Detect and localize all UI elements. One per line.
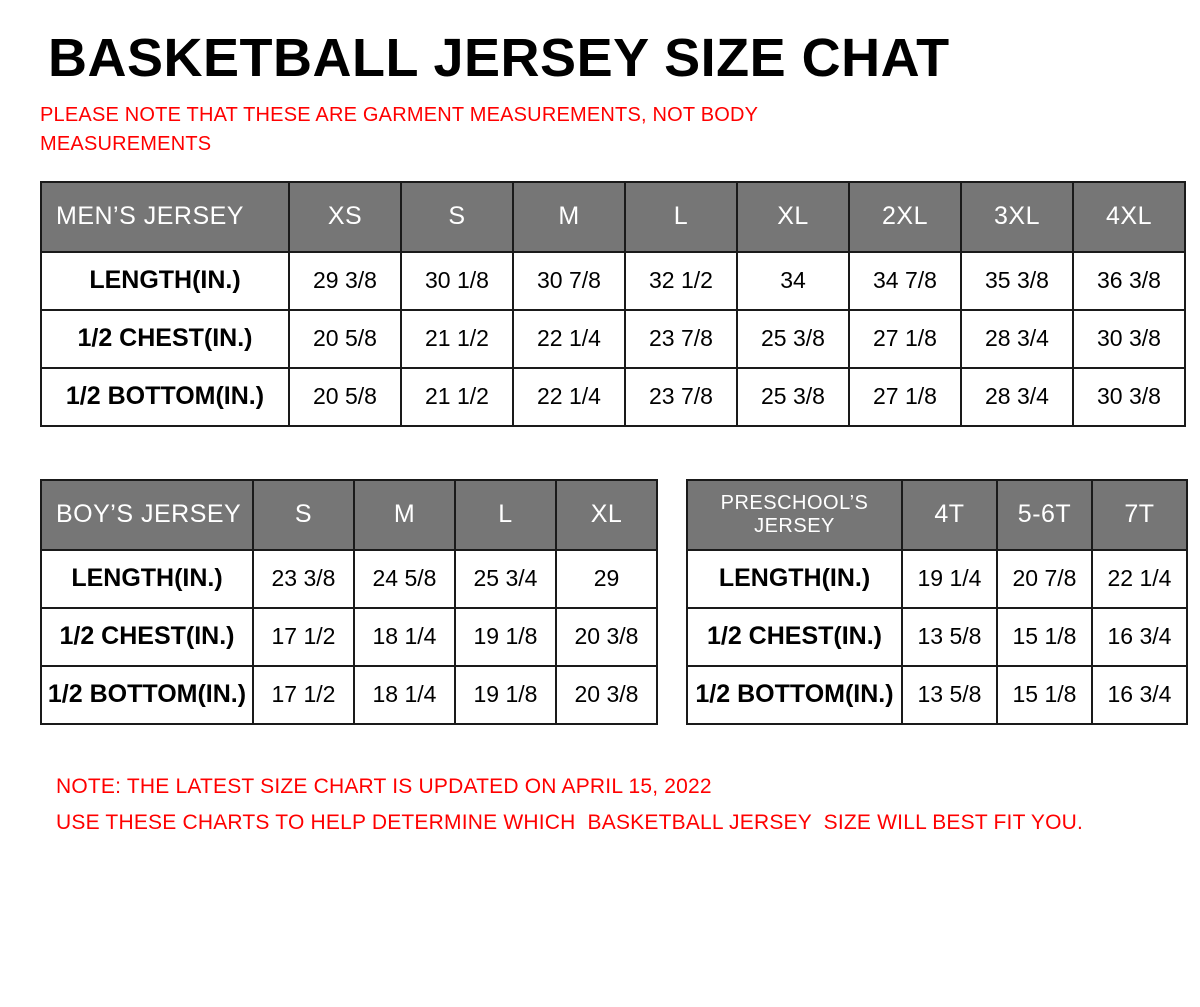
cell-value: 22 1/4 bbox=[1092, 550, 1187, 608]
cell-value: 20 3/8 bbox=[556, 608, 657, 666]
table-row bbox=[687, 608, 1187, 666]
cell-value: 16 3/4 bbox=[1092, 608, 1187, 666]
cell-value: 21 1/2 bbox=[401, 368, 513, 426]
cell-value: 15 1/8 bbox=[997, 608, 1092, 666]
garment-measurement-note: PLEASE NOTE THAT THESE ARE GARMENT MEASUREMENTS, NOT BODY MEASUREMENTS bbox=[40, 103, 758, 155]
column-header: M bbox=[513, 182, 625, 252]
footer-notes bbox=[56, 769, 1174, 843]
row-label: LENGTH(IN.) bbox=[41, 550, 253, 608]
cell-value: 15 1/8 bbox=[997, 666, 1092, 724]
column-header: PRESCHOOL’S JERSEY bbox=[687, 480, 902, 550]
table-row bbox=[41, 666, 657, 724]
table-row bbox=[687, 666, 1187, 724]
cell-value: 32 1/2 bbox=[625, 252, 737, 310]
cell-value: 18 1/4 bbox=[354, 666, 455, 724]
row-label: 1/2 CHEST(IN.) bbox=[41, 310, 289, 368]
cell-value: 25 3/8 bbox=[737, 368, 849, 426]
cell-value: 25 3/8 bbox=[737, 310, 849, 368]
column-header: 5-6T bbox=[997, 480, 1092, 550]
row-label: 1/2 BOTTOM(IN.) bbox=[41, 368, 289, 426]
table-row bbox=[41, 368, 1185, 426]
cell-value: 29 3/8 bbox=[289, 252, 401, 310]
table-row bbox=[41, 608, 657, 666]
table-header-row bbox=[687, 480, 1187, 550]
column-header: 4T bbox=[902, 480, 997, 550]
footer-note-update: NOTE: THE LATEST SIZE CHART IS UPDATED ON APRIL 15, 2022 bbox=[56, 774, 712, 798]
column-header: L bbox=[455, 480, 556, 550]
column-header: L bbox=[625, 182, 737, 252]
cell-value: 30 3/8 bbox=[1073, 310, 1185, 368]
lower-tables-row bbox=[40, 479, 1174, 725]
column-header: XL bbox=[556, 480, 657, 550]
cell-value: 20 5/8 bbox=[289, 368, 401, 426]
page-title: BASKETBALL JERSEY SIZE CHAT bbox=[48, 28, 950, 88]
column-header: S bbox=[253, 480, 354, 550]
cell-value: 17 1/2 bbox=[253, 666, 354, 724]
table-row bbox=[41, 550, 657, 608]
column-header: MEN’S JERSEY bbox=[41, 182, 289, 252]
cell-value: 35 3/8 bbox=[961, 252, 1073, 310]
cell-value: 29 bbox=[556, 550, 657, 608]
row-label: LENGTH(IN.) bbox=[687, 550, 902, 608]
cell-value: 25 3/4 bbox=[455, 550, 556, 608]
cell-value: 30 7/8 bbox=[513, 252, 625, 310]
cell-value: 22 1/4 bbox=[513, 310, 625, 368]
table-row bbox=[687, 550, 1187, 608]
footer-note-usage: USE THESE CHARTS TO HELP DETERMINE WHICH BASKETBALL JERSEY SIZE WILL BEST FIT YOU. bbox=[56, 811, 1084, 835]
column-header: XS bbox=[289, 182, 401, 252]
row-label: 1/2 CHEST(IN.) bbox=[41, 608, 253, 666]
column-header: 3XL bbox=[961, 182, 1073, 252]
cell-value: 23 3/8 bbox=[253, 550, 354, 608]
column-header: 4XL bbox=[1073, 182, 1185, 252]
cell-value: 19 1/8 bbox=[455, 608, 556, 666]
table-header-row bbox=[41, 182, 1185, 252]
column-header: S bbox=[401, 182, 513, 252]
cell-value: 23 7/8 bbox=[625, 310, 737, 368]
cell-value: 27 1/8 bbox=[849, 368, 961, 426]
cell-value: 20 5/8 bbox=[289, 310, 401, 368]
cell-value: 19 1/8 bbox=[455, 666, 556, 724]
cell-value: 18 1/4 bbox=[354, 608, 455, 666]
cell-value: 17 1/2 bbox=[253, 608, 354, 666]
cell-value: 30 1/8 bbox=[401, 252, 513, 310]
column-header: 7T bbox=[1092, 480, 1187, 550]
mens-jersey-size-table bbox=[40, 181, 1186, 427]
cell-value: 34 7/8 bbox=[849, 252, 961, 310]
cell-value: 30 3/8 bbox=[1073, 368, 1185, 426]
cell-value: 20 3/8 bbox=[556, 666, 657, 724]
table-row bbox=[41, 310, 1185, 368]
cell-value: 36 3/8 bbox=[1073, 252, 1185, 310]
table-header-row bbox=[41, 480, 657, 550]
cell-value: 34 bbox=[737, 252, 849, 310]
preschool-jersey-size-table bbox=[686, 479, 1188, 725]
cell-value: 22 1/4 bbox=[513, 368, 625, 426]
cell-value: 27 1/8 bbox=[849, 310, 961, 368]
row-label: LENGTH(IN.) bbox=[41, 252, 289, 310]
column-header: XL bbox=[737, 182, 849, 252]
table-row bbox=[41, 252, 1185, 310]
cell-value: 13 5/8 bbox=[902, 608, 997, 666]
column-header: M bbox=[354, 480, 455, 550]
cell-value: 21 1/2 bbox=[401, 310, 513, 368]
cell-value: 20 7/8 bbox=[997, 550, 1092, 608]
cell-value: 28 3/4 bbox=[961, 310, 1073, 368]
row-label: 1/2 BOTTOM(IN.) bbox=[41, 666, 253, 724]
cell-value: 28 3/4 bbox=[961, 368, 1073, 426]
column-header: BOY’S JERSEY bbox=[41, 480, 253, 550]
boys-jersey-size-table bbox=[40, 479, 658, 725]
cell-value: 19 1/4 bbox=[902, 550, 997, 608]
column-header: 2XL bbox=[849, 182, 961, 252]
row-label: 1/2 CHEST(IN.) bbox=[687, 608, 902, 666]
cell-value: 23 7/8 bbox=[625, 368, 737, 426]
cell-value: 16 3/4 bbox=[1092, 666, 1187, 724]
row-label: 1/2 BOTTOM(IN.) bbox=[687, 666, 902, 724]
cell-value: 13 5/8 bbox=[902, 666, 997, 724]
cell-value: 24 5/8 bbox=[354, 550, 455, 608]
